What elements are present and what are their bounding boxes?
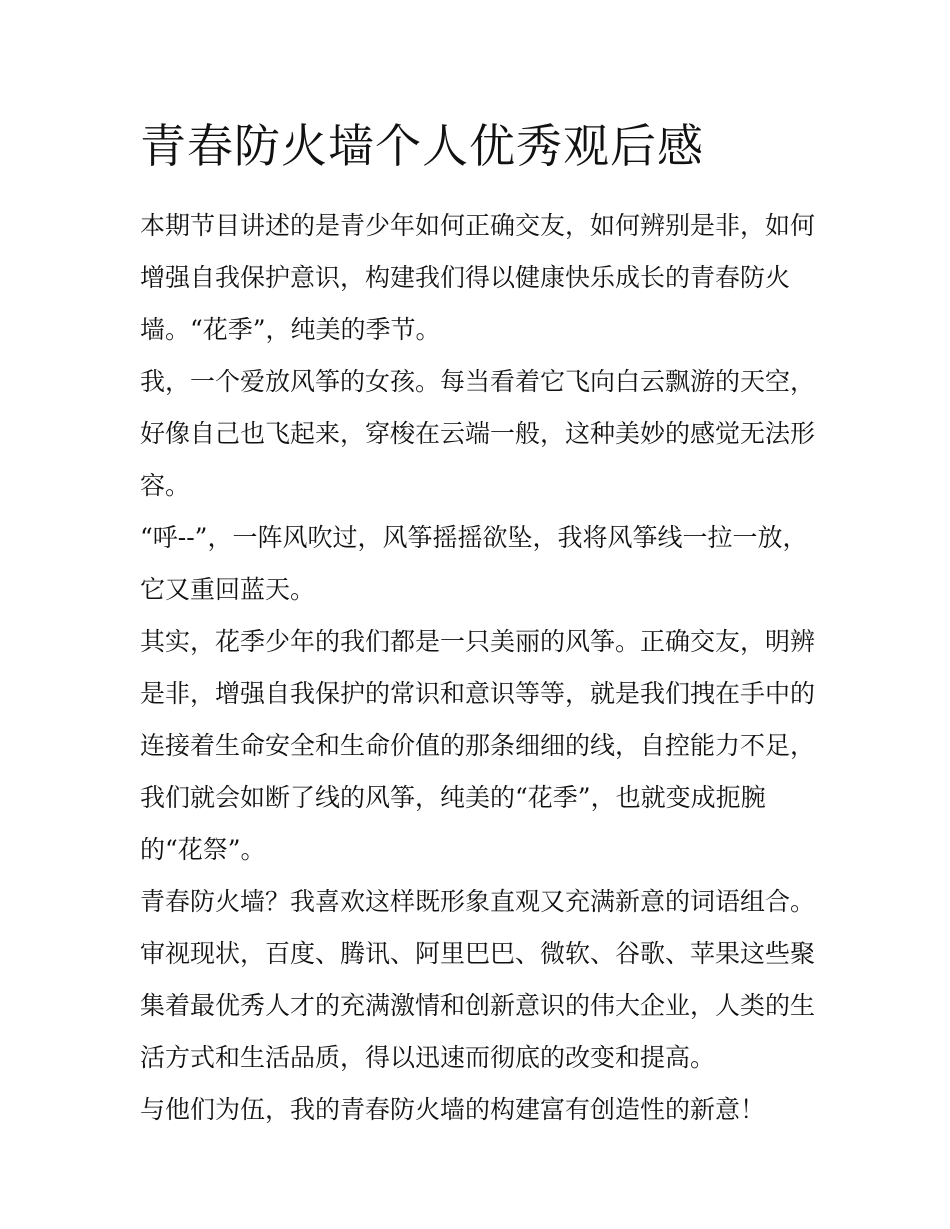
text-line: 我们就会如断了线的风筝，纯美的“花季”，也就变成扼腕 <box>140 783 766 812</box>
text-line: 连接着生命安全和生命价值的那条细细的线，自控能力不足， <box>140 731 816 760</box>
text-line: 集着最优秀人才的充满激情和创新意识的伟大企业，人类的生 <box>140 991 816 1020</box>
paragraph-2 <box>140 356 820 512</box>
paragraph-5 <box>140 876 820 1084</box>
text-line: 本期节目讲述的是青少年如何正确交友，如何辨别是非，如何 <box>140 211 816 240</box>
text-line: 容。 <box>140 471 191 500</box>
text-line: 好像自己也飞起来，穿梭在云端一般，这种美妙的感觉无法形 <box>140 419 816 448</box>
paragraph-6 <box>140 1084 820 1136</box>
text-line: 其实，花季少年的我们都是一只美丽的风筝。正确交友，明辨 <box>140 627 816 656</box>
text-line: 它又重回蓝天。 <box>140 575 316 604</box>
text-line: 青春防火墙？我喜欢这样既形象直观又充满新意的词语组合。 <box>140 887 816 916</box>
paragraph-4 <box>140 616 820 876</box>
text-line: 是非，增强自我保护的常识和意识等等，就是我们拽在手中的 <box>140 679 816 708</box>
text-line: 审视现状，百度、腾讯、阿里巴巴、微软、谷歌、苹果这些聚 <box>140 939 816 968</box>
text-line: 的“花祭”。 <box>140 835 266 864</box>
text-line: “呼--”，一阵风吹过，风筝摇摇欲坠，我将风筝线一拉一放， <box>140 523 808 552</box>
text-line: 活方式和生活品质，得以迅速而彻底的改变和提高。 <box>140 1043 716 1072</box>
paragraph-1 <box>140 200 820 356</box>
document-page <box>140 110 820 1136</box>
text-line: 墙。“花季”，纯美的季节。 <box>140 315 441 344</box>
document-title: 青春防火墙个人优秀观后感 <box>140 119 704 173</box>
text-line: 我，一个爱放风筝的女孩。每当看着它飞向白云飘游的天空， <box>140 367 816 396</box>
text-line: 增强自我保护意识，构建我们得以健康快乐成长的青春防火 <box>140 263 791 292</box>
text-line: 与他们为伍，我的青春防火墙的构建富有创造性的新意！ <box>140 1095 766 1124</box>
paragraph-3 <box>140 512 820 616</box>
